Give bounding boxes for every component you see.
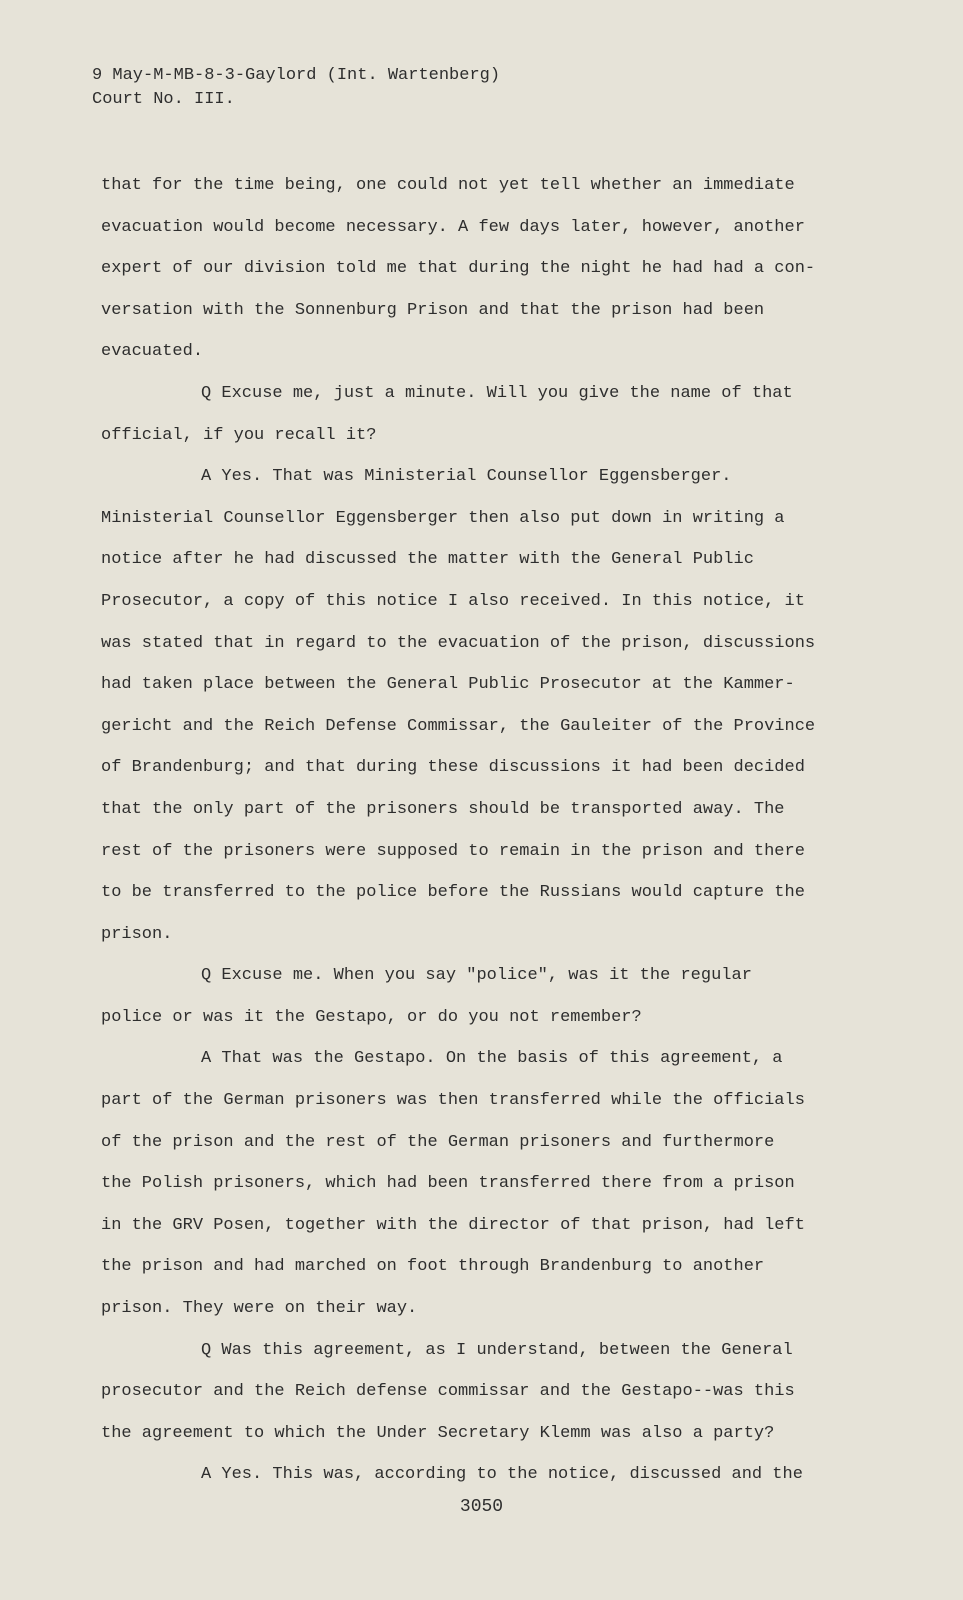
transcript-line: Ministerial Counsellor Eggensberger then also put down in writing a	[101, 508, 785, 528]
transcript-line: expert of our division told me that during the night he had had a con-	[101, 259, 816, 279]
header-line-1: 9 May-M-MB-8-3-Gaylord (Int. Wartenberg)	[92, 66, 501, 85]
transcript-line: Q Excuse me, just a minute. Will you give the name of that	[201, 383, 793, 403]
transcript-line: prosecutor and the Reich defense commissar and the Gestapo--was this	[101, 1382, 795, 1402]
transcript-line: that the only part of the prisoners should be transported away. The	[101, 799, 785, 819]
transcript-line: had taken place between the General Public Prosecutor at the Kammer-	[101, 675, 795, 695]
transcript-line: Q Was this agreement, as I understand, between the General	[201, 1340, 793, 1360]
transcript-line: A Yes. This was, according to the notice, discussed and the	[201, 1465, 803, 1485]
transcript-line: of Brandenburg; and that during these discussions it had been decided	[101, 758, 805, 778]
transcript-line: to be transferred to the police before the Russians would capture the	[101, 883, 805, 903]
transcript-line: the Polish prisoners, which had been transferred there from a prison	[101, 1174, 795, 1194]
transcript-line: prison.	[101, 924, 173, 944]
page-number: 3050	[459, 1497, 504, 1517]
transcript-line: notice after he had discussed the matter with the General Public	[101, 550, 754, 570]
transcript-line: the agreement to which the Under Secretary Klemm was also a party?	[101, 1423, 775, 1443]
transcript-line: A That was the Gestapo. On the basis of this agreement, a	[201, 1049, 783, 1069]
document-header	[92, 64, 500, 112]
transcript-line: that for the time being, one could not yet tell whether an immediate	[101, 176, 795, 195]
transcript-line: versation with the Sonnenburg Prison and that the prison had been	[101, 300, 765, 320]
transcript-line: part of the German prisoners was then transferred while the officials	[101, 1091, 805, 1111]
transcript-line: was stated that in regard to the evacuation of the prison, discussions	[101, 633, 816, 653]
transcript-line: Q Excuse me. When you say "police", was it the regular	[201, 966, 752, 986]
transcript-line: A Yes. That was Ministerial Counsellor Eggensberger.	[201, 467, 732, 487]
transcript-line: Prosecutor, a copy of this notice I also received. In this notice, it	[101, 591, 805, 611]
transcript-line: evacuation would become necessary. A few days later, however, another	[101, 217, 805, 237]
transcript-line: police or was it the Gestapo, or do you not remember?	[101, 1007, 642, 1027]
transcript-line: official, if you recall it?	[101, 425, 377, 445]
transcript-body	[101, 165, 831, 1496]
transcript-line: gericht and the Reich Defense Commissar, the Gauleiter of the Province	[101, 716, 816, 736]
header-line-2: Court No. III.	[92, 90, 235, 109]
transcript-line: the prison and had marched on foot through Brandenburg to another	[101, 1257, 765, 1277]
transcript-line: in the GRV Posen, together with the director of that prison, had left	[101, 1215, 805, 1235]
transcript-line: of the prison and the rest of the German prisoners and furthermore	[101, 1132, 775, 1152]
transcript-line: evacuated.	[101, 342, 204, 362]
transcript-line: prison. They were on their way.	[101, 1299, 418, 1319]
transcript-line: rest of the prisoners were supposed to remain in the prison and there	[101, 841, 805, 861]
